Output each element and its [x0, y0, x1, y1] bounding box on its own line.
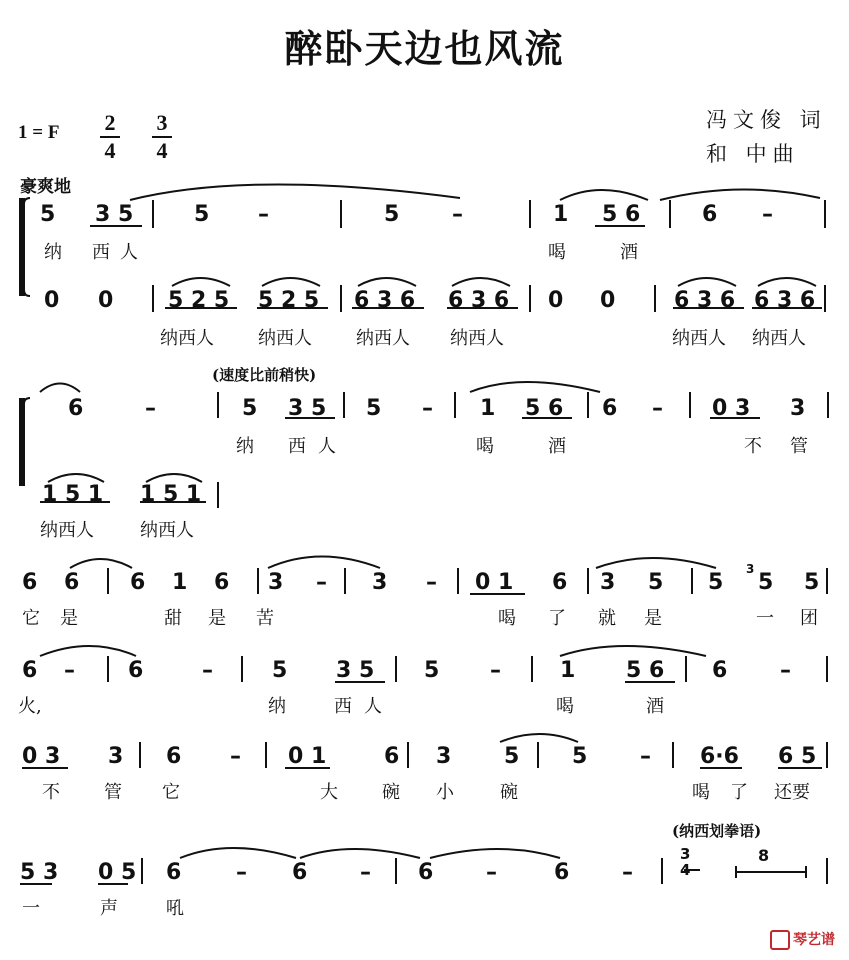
- lyric: 纳: [268, 696, 286, 717]
- note: 0: [548, 288, 564, 313]
- note: 3: [108, 744, 124, 769]
- lyric: 苦: [256, 608, 274, 629]
- lyric: 纳西人: [450, 328, 504, 349]
- note: 5: [424, 658, 440, 683]
- dash: –: [426, 570, 437, 595]
- lyric: 了: [548, 608, 566, 629]
- lyric: 了: [730, 782, 748, 803]
- lyric: 团: [800, 608, 818, 629]
- lyric: 喝: [498, 608, 516, 629]
- lyric: 喝: [556, 696, 574, 717]
- dash: –: [640, 744, 651, 769]
- dash: –: [258, 202, 269, 227]
- lyric: 喝: [548, 242, 566, 263]
- note: 1: [480, 396, 496, 421]
- note: 5: [384, 202, 400, 227]
- lyric: 人: [318, 436, 336, 457]
- tuplet-count: 8: [758, 846, 770, 865]
- dash: –: [452, 202, 463, 227]
- note: 0 1: [288, 744, 327, 769]
- note: 6 3 6: [754, 288, 816, 313]
- lyric: 纳西人: [160, 328, 214, 349]
- lyric: 人: [364, 696, 382, 717]
- annotation: (纳西划拳语): [672, 822, 762, 840]
- lyric: 碗: [500, 782, 518, 803]
- composer-credit: 和 中曲: [706, 142, 800, 166]
- note: 3: [436, 744, 452, 769]
- lyric: 不: [744, 436, 762, 457]
- dash: –: [360, 860, 371, 885]
- lyric: 酒: [620, 242, 638, 263]
- lyric: 西: [334, 696, 352, 717]
- note: 5: [242, 396, 258, 421]
- note: 5: [504, 744, 520, 769]
- note: 0 3: [712, 396, 751, 421]
- note: 0 3: [22, 744, 61, 769]
- dash: –: [236, 860, 247, 885]
- watermark-text: 琴艺谱: [793, 932, 835, 948]
- expression-mark: 豪爽地: [20, 177, 71, 197]
- lyric: 酒: [548, 436, 566, 457]
- note: 6: [602, 396, 618, 421]
- lyric: 声: [100, 898, 118, 919]
- lyric: 酒: [646, 696, 664, 717]
- note: 5: [804, 570, 820, 595]
- note: 6: [552, 570, 568, 595]
- note: 5: [708, 570, 724, 595]
- lyric: 一: [22, 898, 40, 919]
- note: 0: [44, 288, 60, 313]
- ts-bottom: 4: [156, 138, 168, 163]
- note: 6: [64, 570, 80, 595]
- note: 1: [560, 658, 576, 683]
- watermark-logo: [770, 929, 835, 950]
- lyric: 西: [288, 436, 306, 457]
- note: 1: [172, 570, 188, 595]
- lyric: 是: [208, 608, 226, 629]
- ts-top: 2: [104, 110, 116, 135]
- ts-bottom: 4: [104, 138, 116, 163]
- lyric: 还要: [774, 782, 810, 803]
- dash: –: [64, 658, 75, 683]
- note: 6: [130, 570, 146, 595]
- lyric: 纳: [236, 436, 254, 457]
- note: 3: [600, 570, 616, 595]
- note: 5 3: [20, 860, 59, 885]
- lyric: 管: [104, 782, 122, 803]
- note: 6: [22, 570, 38, 595]
- note: 6: [22, 658, 38, 683]
- note: 5 2 5: [168, 288, 230, 313]
- grace-note: 3: [746, 562, 755, 576]
- lyric: 小: [436, 782, 454, 803]
- note: 5: [572, 744, 588, 769]
- note: 6: [128, 658, 144, 683]
- lyric: 管: [790, 436, 808, 457]
- ts-top: 3: [680, 845, 691, 863]
- lyric: 就: [598, 608, 616, 629]
- note: 0: [600, 288, 616, 313]
- note: 6 5: [778, 744, 817, 769]
- note: 5: [272, 658, 288, 683]
- note: 6: [166, 860, 182, 885]
- lyric: 是: [60, 608, 78, 629]
- dash: –: [762, 202, 773, 227]
- lyric: 纳西人: [356, 328, 410, 349]
- dash: –: [145, 396, 156, 421]
- lyric: 纳: [44, 242, 62, 263]
- note: 6: [554, 860, 570, 885]
- dash: –: [490, 658, 501, 683]
- note: 6: [292, 860, 308, 885]
- note: 3 5: [95, 202, 134, 227]
- lyric: 纳西人: [752, 328, 806, 349]
- lyric: 一: [756, 608, 774, 629]
- song-title: 醉卧天边也风流: [284, 26, 565, 71]
- lyric: 纳西人: [672, 328, 726, 349]
- note: 6: [702, 202, 718, 227]
- note: 6: [418, 860, 434, 885]
- key-signature: 1 = F: [18, 122, 60, 143]
- lyric: 它: [22, 608, 40, 629]
- note: 6 3 6: [448, 288, 510, 313]
- lyric: 西人: [92, 242, 148, 263]
- dash: –: [230, 744, 241, 769]
- dash: –: [622, 860, 633, 885]
- lyric: 纳西人: [40, 520, 94, 541]
- lyric: 碗: [382, 782, 400, 803]
- note: 5: [648, 570, 664, 595]
- lyric: 纳西人: [140, 520, 194, 541]
- lyric: 不: [42, 782, 60, 803]
- note: 6·6: [700, 744, 739, 769]
- lyric: 吼: [166, 898, 184, 919]
- note: 5 6: [602, 202, 641, 227]
- note: 3 5: [336, 658, 375, 683]
- note: 0 5: [98, 860, 137, 885]
- ts-bottom: 4: [680, 861, 691, 879]
- lyric: 是: [644, 608, 662, 629]
- note: 5: [758, 570, 774, 595]
- dash: –: [652, 396, 663, 421]
- note: 5: [40, 202, 56, 227]
- dash: –: [486, 860, 497, 885]
- lyric: 纳西人: [258, 328, 312, 349]
- note: 5 2 5: [258, 288, 320, 313]
- time-signature-3-4: [680, 846, 690, 878]
- note: 6: [166, 744, 182, 769]
- lyric: 火,: [18, 696, 42, 717]
- ts-top: 3: [156, 110, 168, 135]
- note: 3: [372, 570, 388, 595]
- lyric: 喝: [476, 436, 494, 457]
- note: 6: [712, 658, 728, 683]
- note: 6: [68, 396, 84, 421]
- lyric: 甜: [164, 608, 182, 629]
- note: 5 6: [626, 658, 665, 683]
- lyric: 喝: [692, 782, 710, 803]
- dash: –: [780, 658, 791, 683]
- note: 0 1: [475, 570, 514, 595]
- note: 5: [366, 396, 382, 421]
- note: 5 6: [525, 396, 564, 421]
- note: 1 5 1: [140, 482, 202, 507]
- dash: –: [202, 658, 213, 683]
- note: 3: [790, 396, 806, 421]
- note: 6 3 6: [354, 288, 416, 313]
- note: 6: [384, 744, 400, 769]
- lyric: 它: [162, 782, 180, 803]
- lyric: 大: [320, 782, 338, 803]
- note: 3: [268, 570, 284, 595]
- note: 1 5 1: [42, 482, 104, 507]
- note: 6 3 6: [674, 288, 736, 313]
- note: 0: [98, 288, 114, 313]
- note: 6: [214, 570, 230, 595]
- tempo-mark: (速度比前稍快): [212, 366, 317, 384]
- note: 5: [194, 202, 210, 227]
- note: 3 5: [288, 396, 327, 421]
- lyricist-credit: 冯文俊 词: [706, 108, 827, 132]
- dash: –: [422, 396, 433, 421]
- dash: –: [316, 570, 327, 595]
- note: 1: [553, 202, 569, 227]
